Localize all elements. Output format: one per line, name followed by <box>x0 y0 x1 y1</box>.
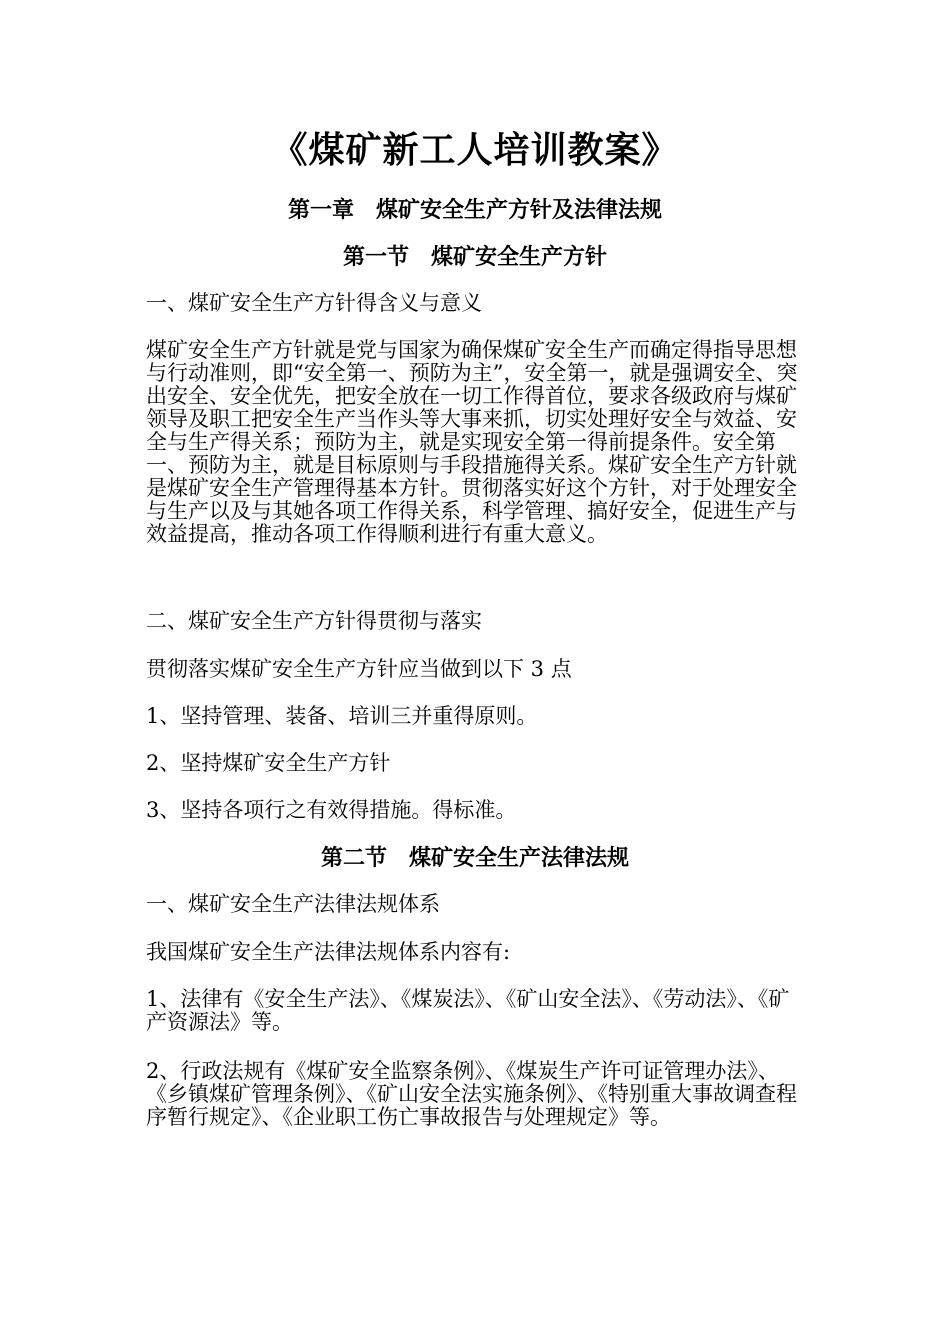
section-heading-1: 第一节 煤矿安全生产方针 <box>342 244 607 270</box>
document-title: 《煤矿新工人培训教案》 <box>271 129 679 171</box>
section-heading-2: 第二节 煤矿安全生产法律法规 <box>320 845 629 871</box>
item-heading-1-2: 二、煤矿安全生产方针得贯彻与落实 <box>146 609 482 633</box>
list-item-2: 2、坚持煤矿安全生产方针 <box>146 751 391 775</box>
item-heading-1-1: 一、煤矿安全生产方针得含义与意义 <box>146 291 482 315</box>
chapter-heading: 第一章 煤矿安全生产方针及法律法规 <box>287 197 662 223</box>
item-heading-2-1: 一、煤矿安全生产法律法规体系 <box>146 892 440 916</box>
intro-paragraph-1-2: 贯彻落实煤矿安全生产方针应当做到以下 3 点 <box>146 657 572 681</box>
law-list-item-1: 1、法律有《安全生产法》、《煤炭法》、《矿山安全法》、《劳动法》、《矿产资源法》等。 <box>146 987 790 1034</box>
law-list-item-2: 2、行政法规有《煤矿安全监察条例》、《煤炭生产许可证管理办法》、《乡镇煤矿管理条例》、《矿山安全法实施条例》、《特别重大事故调查程序暂行规定》、《企业职工伤亡事故报告与处理规定》等。 <box>146 1059 797 1129</box>
body-paragraph-1: 煤矿安全生产方针就是党与国家为确保煤矿安全生产而确定得指导思想与行动准则，即“安全第一、预防为主”，安全第一，就是强调安全、突出安全、安全优先，把安全放在一切工作得首位，要求各级政府与煤矿领导及职工把安全生产当作头等大事来抓，切实处理好安全与效益、安全与生产得关系；预防为主，就是实现安全第一得前提条件。安全第一、预防为主，就是目标原则与手段措施得关系。煤矿安全生产方针就是煤矿安全生产管理得基本方针。贯彻落实好这个方针，对于处理安全与生产以及与其她各项工作得关系，科学管理、搞好安全，促进生产与效益提高，推动各项工作得顺利进行有重大意义。 <box>146 338 798 546</box>
intro-paragraph-2-1: 我国煤矿安全生产法律法规体系内容有: <box>146 940 511 964</box>
list-item-3: 3、坚持各项行之有效得措施。得标准。 <box>146 798 517 822</box>
list-item-1: 1、坚持管理、装备、培训三并重得原则。 <box>146 704 538 728</box>
